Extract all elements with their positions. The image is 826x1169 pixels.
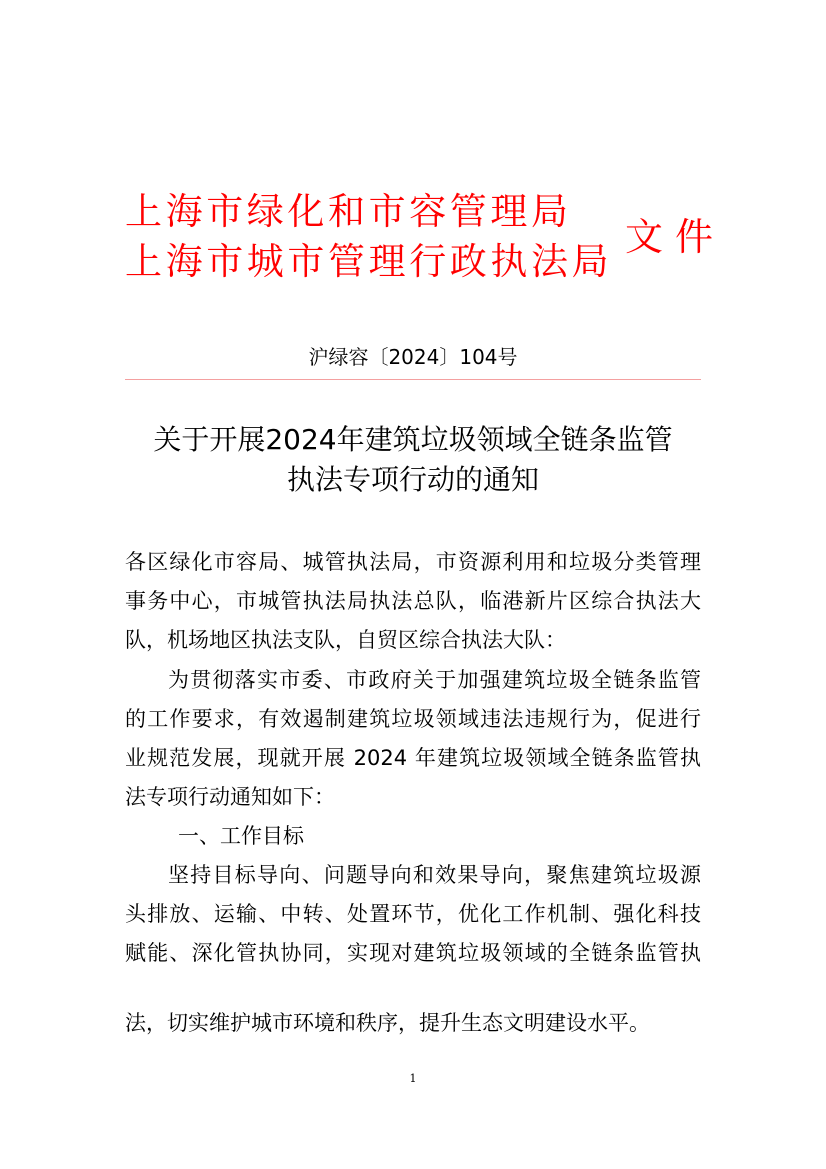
body-line: 各区绿化市容局、城管执法局，市资源利用和垃圾分类管理 bbox=[125, 550, 701, 574]
body-line: 坚持目标导向、问题导向和效果导向，聚焦建筑垃圾源 bbox=[168, 863, 701, 887]
body-line: 的工作要求，有效遏制建筑垃圾领域违法违规行为，促进行 bbox=[125, 707, 701, 731]
section-heading: 一、工作目标 bbox=[178, 824, 304, 848]
body-line: 队，机场地区执法支队，自贸区综合执法大队： bbox=[125, 628, 566, 652]
doc-type-label: 文件 bbox=[625, 215, 726, 259]
issuer-line-1: 上海市绿化和市容管理局 bbox=[125, 190, 572, 233]
issuer-line-2: 上海市城市管理行政执法局 bbox=[125, 240, 613, 283]
body-line: 法专项行动通知如下： bbox=[125, 785, 335, 809]
body-line: 赋能、深化管执协同，实现对建筑垃圾领域的全链条监管执 bbox=[125, 941, 701, 965]
page-number: 1 bbox=[409, 1072, 417, 1085]
body-line: 事务中心，市城管执法局执法总队，临港新片区综合执法大 bbox=[125, 589, 701, 613]
body-line: 为贯彻落实市委、市政府关于加强建筑垃圾全链条监管 bbox=[168, 668, 701, 692]
document-number: 沪绿容〔2024〕104号 bbox=[308, 345, 518, 369]
body-line: 法，切实维护城市环境和秩序，提升生态文明建设水平。 bbox=[125, 1011, 650, 1035]
title-line-2: 执法专项行动的通知 bbox=[286, 463, 539, 496]
title-line-1: 关于开展2024年建筑垃圾领域全链条监管 bbox=[153, 423, 673, 456]
body-line: 头排放、运输、中转、处置环节，优化工作机制、强化科技 bbox=[125, 902, 701, 926]
header-divider bbox=[125, 379, 701, 380]
body-line: 业规范发展，现就开展 2024 年建筑垃圾领域全链条监管执 bbox=[125, 746, 701, 770]
